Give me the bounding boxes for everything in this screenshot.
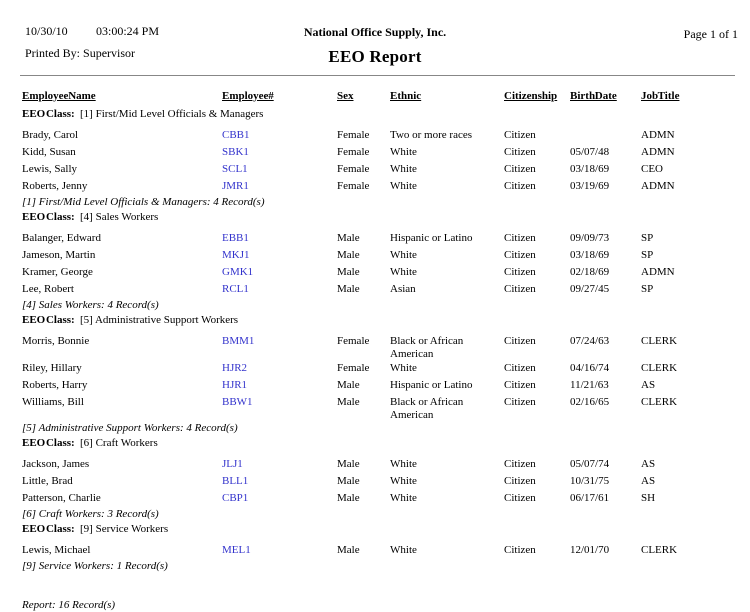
cell-employee-name: Lee, Robert — [22, 283, 74, 295]
cell-citizenship: Citizen — [504, 396, 536, 408]
cell-employee-name: Roberts, Harry — [22, 379, 88, 391]
eeo-class-label: EEO Class: — [22, 314, 75, 326]
cell-employee-number[interactable]: JMR1 — [222, 180, 249, 192]
cell-employee-name: Williams, Bill — [22, 396, 84, 408]
cell-job-title: SH — [641, 492, 656, 504]
cell-citizenship: Citizen — [504, 232, 536, 244]
cell-job-title: AS — [641, 379, 656, 391]
cell-ethnic: Two or more races — [390, 129, 473, 141]
cell-citizenship: Citizen — [504, 492, 536, 504]
cell-ethnic: White — [390, 249, 417, 261]
cell-sex: Female — [337, 163, 370, 175]
table-row — [0, 231, 750, 248]
cell-sex: Female — [337, 335, 370, 347]
cell-job-title: ADMN — [641, 129, 675, 141]
eeo-class-label: EEO Class: — [22, 108, 75, 120]
cell-citizenship: Citizen — [504, 163, 536, 175]
column-header-row — [0, 90, 750, 108]
eeo-class-value: [6] Craft Workers — [80, 437, 158, 449]
cell-employee-number[interactable]: BLL1 — [222, 475, 249, 487]
cell-employee-name: Jameson, Martin — [22, 249, 96, 261]
section-footer: [6] Craft Workers: 3 Record(s) — [22, 508, 159, 520]
col-header-sex: Sex — [337, 90, 354, 102]
cell-employee-name: Riley, Hillary — [22, 362, 82, 374]
cell-citizenship: Citizen — [504, 283, 536, 295]
table-row — [0, 162, 750, 179]
cell-employee-name: Kramer, George — [22, 266, 93, 278]
cell-employee-name: Jackson, James — [22, 458, 90, 470]
cell-employee-number[interactable]: HJR2 — [222, 362, 248, 374]
table-row — [0, 248, 750, 265]
cell-ethnic: White — [390, 492, 417, 504]
cell-sex: Male — [337, 396, 360, 408]
cell-employee-name: Balanger, Edward — [22, 232, 101, 244]
cell-birth-date: 03/18/69 — [570, 163, 610, 175]
cell-employee-number[interactable]: BMM1 — [222, 335, 255, 347]
header-center — [0, 25, 750, 67]
section-footer: [1] First/Mid Level Officials & Managers: 4 Record(s) — [22, 196, 265, 208]
col-header-birth-date: Birth Date — [570, 90, 617, 102]
cell-citizenship: Citizen — [504, 458, 536, 470]
cell-job-title: SP — [641, 249, 654, 261]
cell-citizenship: Citizen — [504, 266, 536, 278]
table-row — [0, 334, 750, 361]
cell-sex: Male — [337, 379, 360, 391]
cell-citizenship: Citizen — [504, 180, 536, 192]
table-row — [0, 145, 750, 162]
cell-citizenship: Citizen — [504, 146, 536, 158]
cell-birth-date: 12/01/70 — [570, 544, 610, 556]
cell-employee-number[interactable]: RCL1 — [222, 283, 249, 295]
eeo-class-value: [1] First/Mid Level Officials & Managers — [80, 108, 264, 120]
eeo-class-label: EEO Class: — [22, 211, 75, 223]
cell-ethnic: Hispanic or Latino — [390, 379, 473, 391]
cell-job-title: SP — [641, 232, 654, 244]
section-footer: [9] Service Workers: 1 Record(s) — [22, 560, 168, 572]
cell-ethnic: White — [390, 146, 417, 158]
cell-birth-date: 07/24/63 — [570, 335, 610, 347]
report-total: Report: 16 Record(s) — [22, 599, 116, 611]
cell-job-title: ADMN — [641, 146, 675, 158]
print-date: 10/30/10 — [25, 24, 68, 38]
table-row — [0, 543, 750, 560]
cell-birth-date: 05/07/74 — [570, 458, 610, 470]
cell-sex: Male — [337, 266, 360, 278]
cell-ethnic: Black or African American — [390, 335, 464, 360]
cell-citizenship: Citizen — [504, 544, 536, 556]
cell-citizenship: Citizen — [504, 129, 536, 141]
company-name: National Office Supply, Inc. — [303, 25, 447, 39]
cell-employee-number[interactable]: HJR1 — [222, 379, 248, 391]
cell-job-title: CLERK — [641, 544, 678, 556]
table-row — [0, 361, 750, 378]
cell-birth-date: 02/18/69 — [570, 266, 610, 278]
cell-employee-number[interactable]: CBB1 — [222, 129, 250, 141]
cell-ethnic: Hispanic or Latino — [390, 232, 473, 244]
eeo-class-value: [5] Administrative Support Workers — [80, 314, 239, 326]
table-row — [0, 265, 750, 282]
cell-employee-name: Roberts, Jenny — [22, 180, 88, 192]
cell-ethnic: White — [390, 544, 417, 556]
cell-ethnic: White — [390, 163, 417, 175]
cell-employee-name: Lewis, Michael — [22, 544, 91, 556]
eeo-class-row — [0, 314, 750, 334]
cell-ethnic: White — [390, 458, 417, 470]
cell-employee-name: Kidd, Susan — [22, 146, 76, 158]
eeo-class-value: [9] Service Workers — [80, 523, 169, 535]
report-table — [0, 90, 750, 612]
section-footer: [5] Administrative Support Workers: 4 Record(s) — [22, 422, 238, 434]
cell-job-title: CLERK — [641, 335, 678, 347]
eeo-class-row — [0, 108, 750, 128]
eeo-class-label: EEO Class: — [22, 437, 75, 449]
report-sections — [0, 108, 750, 575]
table-row — [0, 282, 750, 299]
cell-citizenship: Citizen — [504, 379, 536, 391]
cell-birth-date: 11/21/63 — [570, 379, 609, 391]
table-row — [0, 395, 750, 422]
header-rule — [20, 75, 735, 76]
cell-sex: Female — [337, 129, 370, 141]
cell-citizenship: Citizen — [504, 475, 536, 487]
col-header-employee-name: Employee Name — [22, 90, 96, 102]
cell-sex: Male — [337, 458, 360, 470]
eeo-class-value: [4] Sales Workers — [80, 211, 159, 223]
page-number: Page 1 of 1 — [683, 27, 738, 41]
col-header-ethnic: Ethnic — [390, 90, 422, 102]
cell-sex: Male — [337, 232, 360, 244]
cell-job-title: CEO — [641, 163, 663, 175]
cell-ethnic: White — [390, 180, 417, 192]
col-header-employee-number: Employee # — [222, 90, 274, 102]
cell-citizenship: Citizen — [504, 249, 536, 261]
cell-employee-number[interactable]: GMK1 — [222, 266, 254, 278]
table-row — [0, 491, 750, 508]
table-row — [0, 457, 750, 474]
cell-sex: Female — [337, 180, 370, 192]
eeo-class-label: EEO Class: — [22, 523, 75, 535]
table-row — [0, 179, 750, 196]
printed-by-value: Supervisor — [83, 46, 136, 60]
report-title: EEO Report — [328, 47, 422, 66]
cell-sex: Male — [337, 475, 360, 487]
cell-employee-name: Morris, Bonnie — [22, 335, 90, 347]
eeo-class-row — [0, 211, 750, 231]
cell-birth-date: 09/27/45 — [570, 283, 610, 295]
cell-citizenship: Citizen — [504, 362, 536, 374]
cell-birth-date: 05/07/48 — [570, 146, 610, 158]
cell-employee-number[interactable]: EBB1 — [222, 232, 249, 244]
cell-job-title: ADMN — [641, 266, 675, 278]
print-time: 03:00:24 PM — [96, 24, 160, 38]
cell-job-title: CLERK — [641, 362, 678, 374]
cell-ethnic: Asian — [390, 283, 416, 295]
eeo-class-row — [0, 437, 750, 457]
cell-sex: Female — [337, 146, 370, 158]
eeo-class-row — [0, 523, 750, 543]
cell-job-title: AS — [641, 458, 656, 470]
table-row — [0, 128, 750, 145]
printed-by-label: Printed By: — [25, 46, 81, 60]
cell-sex: Male — [337, 249, 360, 261]
cell-job-title: SP — [641, 283, 654, 295]
cell-employee-name: Brady, Carol — [22, 129, 79, 141]
cell-ethnic: Black or African American — [390, 396, 464, 421]
table-row — [0, 474, 750, 491]
cell-sex: Male — [337, 492, 360, 504]
section-footer: [4] Sales Workers: 4 Record(s) — [22, 299, 159, 311]
cell-birth-date: 10/31/75 — [570, 475, 610, 487]
cell-sex: Female — [337, 362, 370, 374]
cell-job-title: AS — [641, 475, 656, 487]
cell-birth-date: 04/16/74 — [570, 362, 610, 374]
cell-birth-date — [570, 128, 641, 129]
cell-employee-name: Lewis, Sally — [22, 163, 77, 175]
cell-employee-number[interactable]: CBP1 — [222, 492, 249, 504]
col-header-job-title: Job Title — [641, 90, 680, 102]
cell-sex: Male — [337, 283, 360, 295]
cell-employee-name: Patterson, Charlie — [22, 492, 101, 504]
cell-citizenship: Citizen — [504, 335, 536, 347]
cell-birth-date: 09/09/73 — [570, 232, 610, 244]
cell-ethnic: White — [390, 362, 417, 374]
table-row — [0, 378, 750, 395]
col-header-citizenship: Citizenship — [504, 90, 558, 102]
cell-birth-date: 03/19/69 — [570, 180, 610, 192]
cell-birth-date: 02/16/65 — [570, 396, 610, 408]
cell-job-title: ADMN — [641, 180, 675, 192]
cell-sex: Male — [337, 544, 360, 556]
cell-employee-number[interactable]: JLJ1 — [222, 458, 243, 470]
cell-birth-date: 03/18/69 — [570, 249, 610, 261]
cell-employee-number[interactable]: SCL1 — [222, 163, 248, 175]
cell-birth-date: 06/17/61 — [570, 492, 610, 504]
cell-employee-name: Little, Brad — [22, 475, 73, 487]
cell-employee-number[interactable]: MKJ1 — [222, 249, 250, 261]
cell-ethnic: White — [390, 266, 417, 278]
cell-employee-number[interactable]: MEL1 — [222, 544, 251, 556]
cell-employee-number[interactable]: SBK1 — [222, 146, 249, 158]
cell-ethnic: White — [390, 475, 417, 487]
cell-employee-number[interactable]: BBW1 — [222, 396, 253, 408]
cell-job-title: CLERK — [641, 396, 678, 408]
